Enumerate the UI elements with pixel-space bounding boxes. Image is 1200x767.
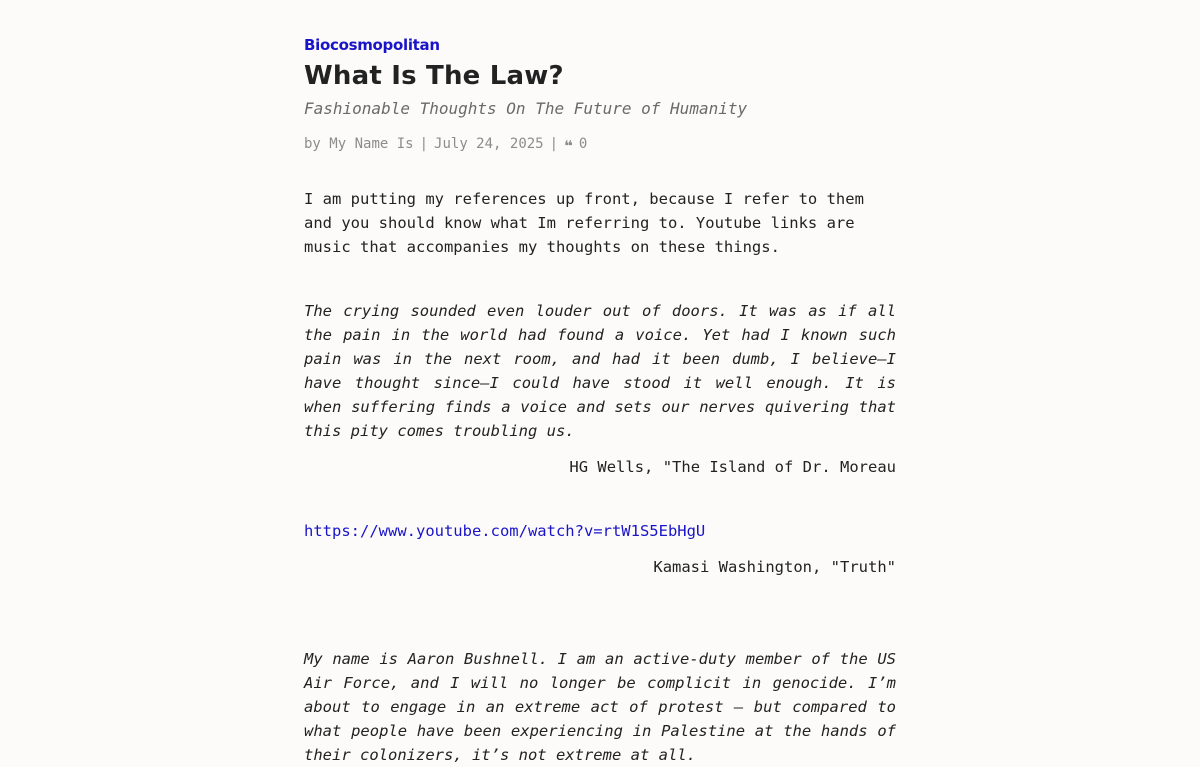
post-date: July 24, 2025 xyxy=(434,136,544,152)
author-prefix: by xyxy=(304,136,321,152)
quote-icon: ❝ xyxy=(564,137,573,155)
wells-attribution: HG Wells, "The Island of Dr. Moreau xyxy=(569,458,896,476)
intro-paragraph: I am putting my references up front, because I refer to them and you should know what Im referring to. Youtube links are music that accompanies my thoughts on these things. xyxy=(304,190,864,256)
post-title: What Is The Law? xyxy=(304,61,564,91)
site-name-link[interactable]: Biocosmopolitan xyxy=(304,36,440,54)
wells-quote: The crying sounded even louder out of doors. It was as if all the pain in the world had found a voice. Yet had I known such pain was in the next room, and had it been dumb, I believe—I have thought since—I could have stood it well enough. It is when suffering finds a voice and sets our nerves quivering that this pity comes troubling us. xyxy=(304,302,896,440)
post-subtitle: Fashionable Thoughts On The Future of Humanity xyxy=(304,99,748,118)
meta-separator: | xyxy=(549,136,559,152)
youtube-link[interactable]: https://www.youtube.com/watch?v=rtW1S5EbHgU xyxy=(304,522,706,540)
bushnell-quote: My name is Aaron Bushnell. I am an active-duty member of the US Air Force, and I will no longer be complicit in genocide. I’m about to engage in an extreme act of protest — but compared to what people have been experiencing in Palestine at the hands of their colonizers, it’s not extreme at all. xyxy=(304,650,896,764)
author-link[interactable]: My Name Is xyxy=(329,136,414,152)
comments-link[interactable] xyxy=(564,135,587,153)
meta-separator: | xyxy=(419,136,429,152)
youtube-attribution: Kamasi Washington, "Truth" xyxy=(653,558,896,576)
post-meta xyxy=(304,135,587,153)
comment-count: 0 xyxy=(578,136,588,152)
